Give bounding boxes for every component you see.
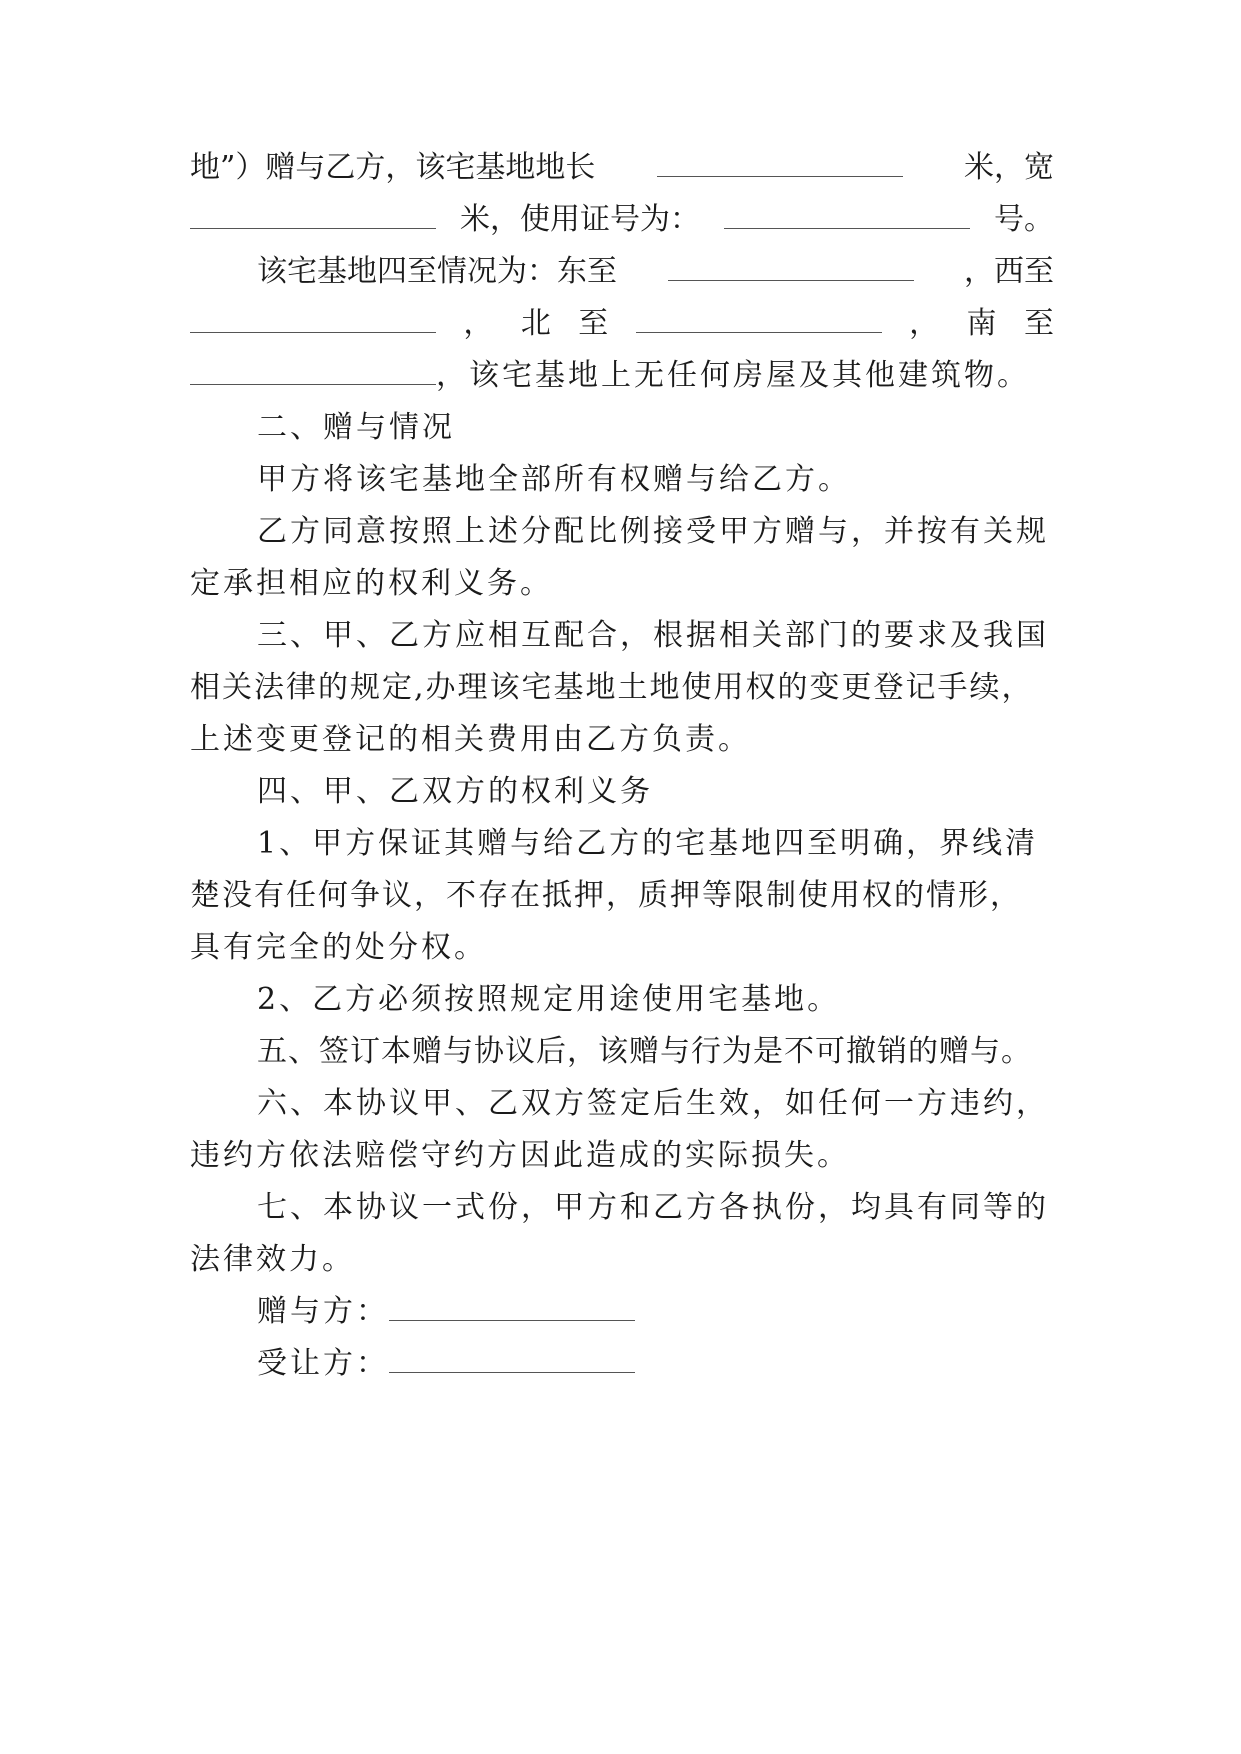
text-comma: ， xyxy=(463,306,494,341)
blank-cert-number xyxy=(724,202,970,229)
donor-label: 赠与方： xyxy=(257,1294,389,1329)
text-south: 南 xyxy=(966,306,997,341)
paragraph-text: 上述变更登记的相关费用由乙方负责。 xyxy=(190,722,751,757)
blank-south xyxy=(190,358,436,385)
donor-signature-line xyxy=(257,1292,1054,1332)
paragraph-text: 五、签订本赠与协议后，该赠与行为是不可撤销的赠与。 xyxy=(257,1034,1032,1069)
section-4-heading: 四、甲、乙双方的权利义务 xyxy=(257,774,653,809)
section-2-heading: 二、赠与情况 xyxy=(257,410,455,445)
text-west: ，西至 xyxy=(964,254,1054,289)
recipient-signature-line xyxy=(257,1344,1054,1384)
text-number-suffix: 号。 xyxy=(994,202,1054,237)
paragraph-text: 相关法律的规定,办理该宅基地土地使用权的变更登记手续， xyxy=(190,670,1034,705)
paragraph-text: 六、本协议甲、乙双方签定后生效，如任何一方违约， xyxy=(257,1086,1049,1121)
blank-width xyxy=(190,202,436,229)
paragraph-text: 三、甲、乙方应相互配合，根据相关部门的要求及我国 xyxy=(257,618,1049,653)
donor-signature-blank[interactable] xyxy=(389,1294,635,1321)
line-width-cert xyxy=(190,200,1054,240)
line-length xyxy=(190,148,1054,188)
text-no-buildings: ，该宅基地上无任何房屋及其他建筑物。 xyxy=(436,358,1030,393)
text-north: 北 xyxy=(520,306,551,341)
text-gift-length: 地”）赠与乙方，该宅基地地长 xyxy=(190,150,596,185)
recipient-signature-blank[interactable] xyxy=(389,1346,635,1373)
text-cert-number: 米，使用证号为： xyxy=(460,202,700,237)
blank-length xyxy=(657,150,903,177)
text-zhi: 至 xyxy=(1023,306,1054,341)
blank-west xyxy=(190,306,436,333)
paragraph-text: 甲方将该宅基地全部所有权赠与给乙方。 xyxy=(257,462,851,497)
paragraph-text: 楚没有任何争议，不存在抵押，质押等限制使用权的情形， xyxy=(190,878,1022,913)
text-meter-width: 米，宽 xyxy=(964,150,1054,185)
text-east: 该宅基地四至情况为：东至 xyxy=(257,254,617,289)
line-no-buildings xyxy=(190,356,1054,396)
paragraph-text: 乙方同意按照上述分配比例接受甲方赠与，并按有关规 xyxy=(257,514,1049,549)
paragraph-text: 定承担相应的权利义务。 xyxy=(190,566,553,601)
paragraph-text: 违约方依法赔偿守约方因此造成的实际损失。 xyxy=(190,1138,850,1173)
blank-east xyxy=(668,254,914,281)
paragraph-text: 具有完全的处分权。 xyxy=(190,930,487,965)
line-boundaries-east-west xyxy=(257,252,1054,292)
recipient-label: 受让方： xyxy=(257,1346,389,1381)
paragraph-text: 七、本协议一式份，甲方和乙方各执份，均具有同等的 xyxy=(257,1190,1049,1225)
text-comma: ， xyxy=(909,306,940,341)
line-boundaries-north-south xyxy=(190,304,1054,344)
paragraph-text: 法律效力。 xyxy=(190,1242,355,1277)
blank-north xyxy=(636,306,882,333)
paragraph-text: 1、甲方保证其赠与给乙方的宅基地四至明确，界线清 xyxy=(257,826,1039,861)
paragraph-text: 2、乙方必须按照规定用途使用宅基地。 xyxy=(257,982,841,1017)
text-zhi: 至 xyxy=(578,306,609,341)
